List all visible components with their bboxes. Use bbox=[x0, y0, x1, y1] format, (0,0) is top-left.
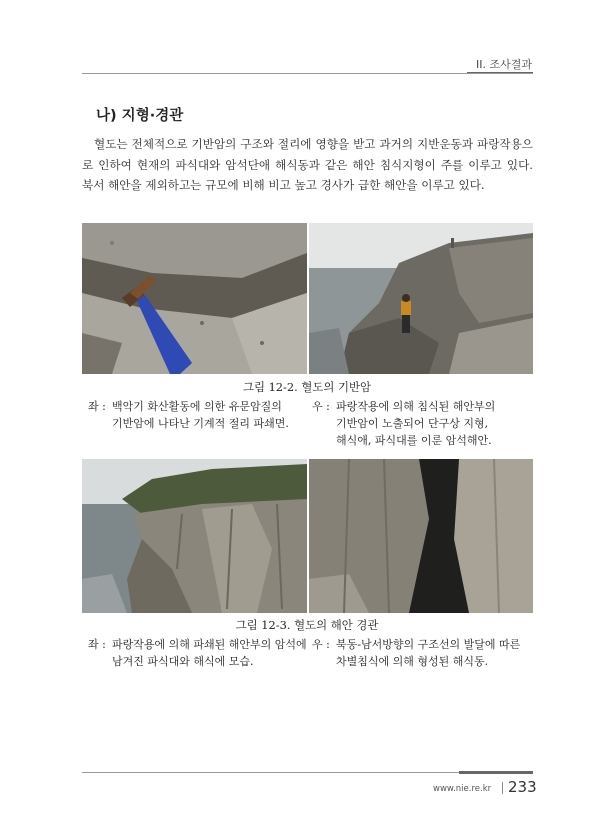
note-line: 백악기 화산활동에 의한 유문암질의 bbox=[112, 400, 282, 413]
note-marker: 좌 : bbox=[88, 638, 106, 651]
section-title: 나) 지형·경관 bbox=[96, 108, 184, 124]
photo-sea-cave bbox=[309, 459, 533, 613]
note-line: 남겨진 파식대와 해식에 모습. bbox=[112, 655, 254, 668]
figure1-left-note bbox=[88, 398, 289, 432]
note-line: 북동-남서방향의 구조선의 발달에 따른 bbox=[336, 638, 521, 651]
body-paragraph: 혈도는 전체적으로 기반암의 구조와 절리에 영향을 받고 과거의 지반운동과 파랑작용으로 인하여 현재의 파식대와 암석단애 해식동과 같은 해안 침식지형이 주를 이루고 있다. 북서 해안을 제외하고는 규모에 비해 비고 높고 경사가 급한 해안을 이루고 있다. bbox=[82, 137, 533, 192]
figure-caption-12-3: 그림 12-3. 혈도의 해안 경관 bbox=[235, 618, 379, 632]
photo-coastal-cliff-landscape bbox=[82, 459, 307, 613]
note-line: 해식애, 파식대를 이룬 암석해안. bbox=[336, 434, 492, 447]
note-marker: 우 : bbox=[312, 638, 330, 651]
photo-bedrock-joint-fracture bbox=[82, 223, 307, 374]
note-line: 파랑작용에 의해 파쇄된 해안부의 암석에 bbox=[112, 638, 307, 651]
footer-url: www.nie.re.kr bbox=[433, 784, 492, 794]
figure1-right-note bbox=[312, 398, 495, 449]
photo-coastal-bedrock-worker bbox=[309, 223, 533, 374]
footer-accent-bar bbox=[459, 771, 533, 774]
note-line: 파랑작용에 의해 침식된 해안부의 bbox=[336, 400, 496, 413]
figure2-right-note bbox=[312, 636, 520, 670]
figure-caption-12-2: 그림 12-2. 혈도의 기반암 bbox=[242, 380, 372, 394]
note-marker: 좌 : bbox=[88, 400, 106, 413]
header-rule bbox=[82, 73, 533, 74]
chapter-header: II. 조사결과 bbox=[476, 58, 532, 71]
note-marker: 우 : bbox=[312, 400, 330, 413]
footer-separator bbox=[502, 782, 503, 794]
note-line: 기반암이 노출되어 단구상 지형, bbox=[336, 417, 489, 430]
note-line: 기반암에 나타난 기계적 절리 파쇄면. bbox=[112, 417, 289, 430]
note-line: 차별침식에 의해 형성된 해식동. bbox=[336, 655, 489, 668]
figure2-left-note bbox=[88, 636, 307, 670]
page-number: 233 bbox=[508, 778, 537, 796]
